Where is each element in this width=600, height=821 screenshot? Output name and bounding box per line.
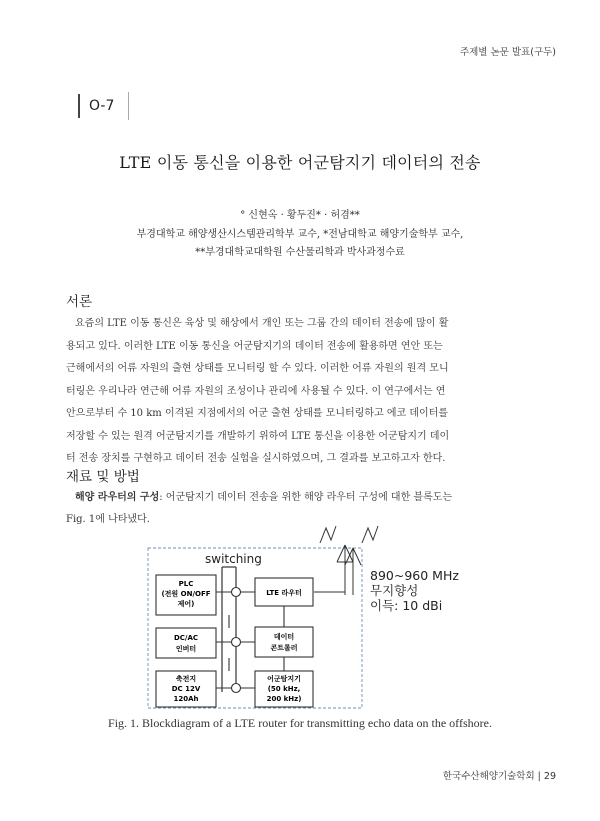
echo-sounder-label: 어군탐지기 <box>267 675 301 683</box>
signal-zigzag-icon <box>320 526 378 543</box>
intro-line: 근해에서의 어류 자원의 출현 상태를 모니터링 할 수 있다. 이러한 어류 자원의 원격 모니 <box>66 363 449 374</box>
header-label: 주제별 논문 발표(구두) <box>459 47 556 58</box>
battery-label: DC 12V <box>171 685 201 693</box>
dcac-label: 인버터 <box>175 645 197 653</box>
switch-circle <box>232 638 241 647</box>
antenna-spec: 890~960 MHz <box>370 568 459 583</box>
intro-line: 터링은 우리나라 연근해 어류 자원의 조성이나 관리에 사용될 수 있다. 이 연구에서는 연 <box>66 385 446 397</box>
affiliation-2: **부경대학교대학원 수산물리학과 박사과정수료 <box>195 247 405 258</box>
dcac-label: DC/AC <box>173 634 199 642</box>
methods-bold-label: 해양 라우터의 구성 <box>75 492 160 503</box>
intro-paragraph <box>66 313 534 471</box>
data-controller-label: 데이터 <box>273 633 295 641</box>
dcac-box <box>156 628 216 658</box>
plc-label: (전원 ON/OFF <box>161 590 211 598</box>
authors: ° 신현옥 · 황두진* · 허겸** <box>240 210 360 221</box>
switching-label: switching <box>205 552 262 566</box>
antenna-line <box>314 592 345 595</box>
battery-label: 120Ah <box>173 695 199 703</box>
methods-text-2: Fig. 1에 나타냈다. <box>66 514 150 525</box>
paper-title: LTE 이동 통신을 이용한 어군탐지기 데이터의 전송 <box>119 153 481 172</box>
intro-line: 터 전송 장치를 구현하고 데이터 전송 실험을 실시하였으며, 그 결과를 보고하고자 한다. <box>66 453 446 464</box>
plc-label: 제어) <box>177 600 195 608</box>
intro-line: 저장할 수 있는 원격 어군탐지기를 개발하기 위하여 LTE 통신을 이용한 어군탐지기 데이 <box>66 430 450 442</box>
plc-label: PLC <box>178 580 194 588</box>
methods-heading: 재료 및 방법 <box>66 469 140 485</box>
antenna-spec: 무지향성 <box>370 583 419 598</box>
lte-router-label: LTE 라우터 <box>266 589 302 597</box>
antenna-icon <box>337 545 361 595</box>
affiliation-1: 부경대학교 해양생산시스템관리학부 교수, *전남대학교 해양기술학부 교수, <box>136 229 464 240</box>
data-controller-label: 콘트롤러 <box>270 644 298 652</box>
methods-text-1: : 어군탐지기 데이터 전송을 위한 해양 라우터 구성에 대한 블록도는 <box>159 492 453 503</box>
echo-sounder-label: 200 kHz) <box>266 695 302 703</box>
footer-label: 한국수산해양기술학회 | 29 <box>442 771 556 782</box>
intro-heading: 서론 <box>66 294 93 310</box>
switch-circle <box>232 684 241 693</box>
figure-caption: Fig. 1. Blockdiagram of a LTE router for transmitting echo data on the offshore. <box>108 716 492 730</box>
intro-line: 안으로부터 수 10 km 이격된 지점에서의 어군 출현 상태를 모니터링하고 에코 데이터를 <box>66 408 449 419</box>
battery-label: 축전지 <box>175 675 197 683</box>
antenna-spec: 이득: 10 dBi <box>370 598 443 613</box>
code-divider <box>128 92 129 120</box>
echo-sounder-label: (50 kHz, <box>267 685 301 693</box>
intro-line: 용되고 있다. 이러한 LTE 이동 통신을 어군탐지기의 데이터 전송에 활용하면 연안 또는 <box>66 340 443 352</box>
intro-line: 요즘의 LTE 이동 통신은 육상 및 해상에서 개인 또는 그룹 간의 데이터 전송에 많이 활 <box>75 318 449 329</box>
data-controller-box <box>255 627 313 657</box>
paper-code: O-7 <box>78 94 137 118</box>
switch-circle <box>232 588 241 597</box>
block-diagram <box>0 520 600 712</box>
